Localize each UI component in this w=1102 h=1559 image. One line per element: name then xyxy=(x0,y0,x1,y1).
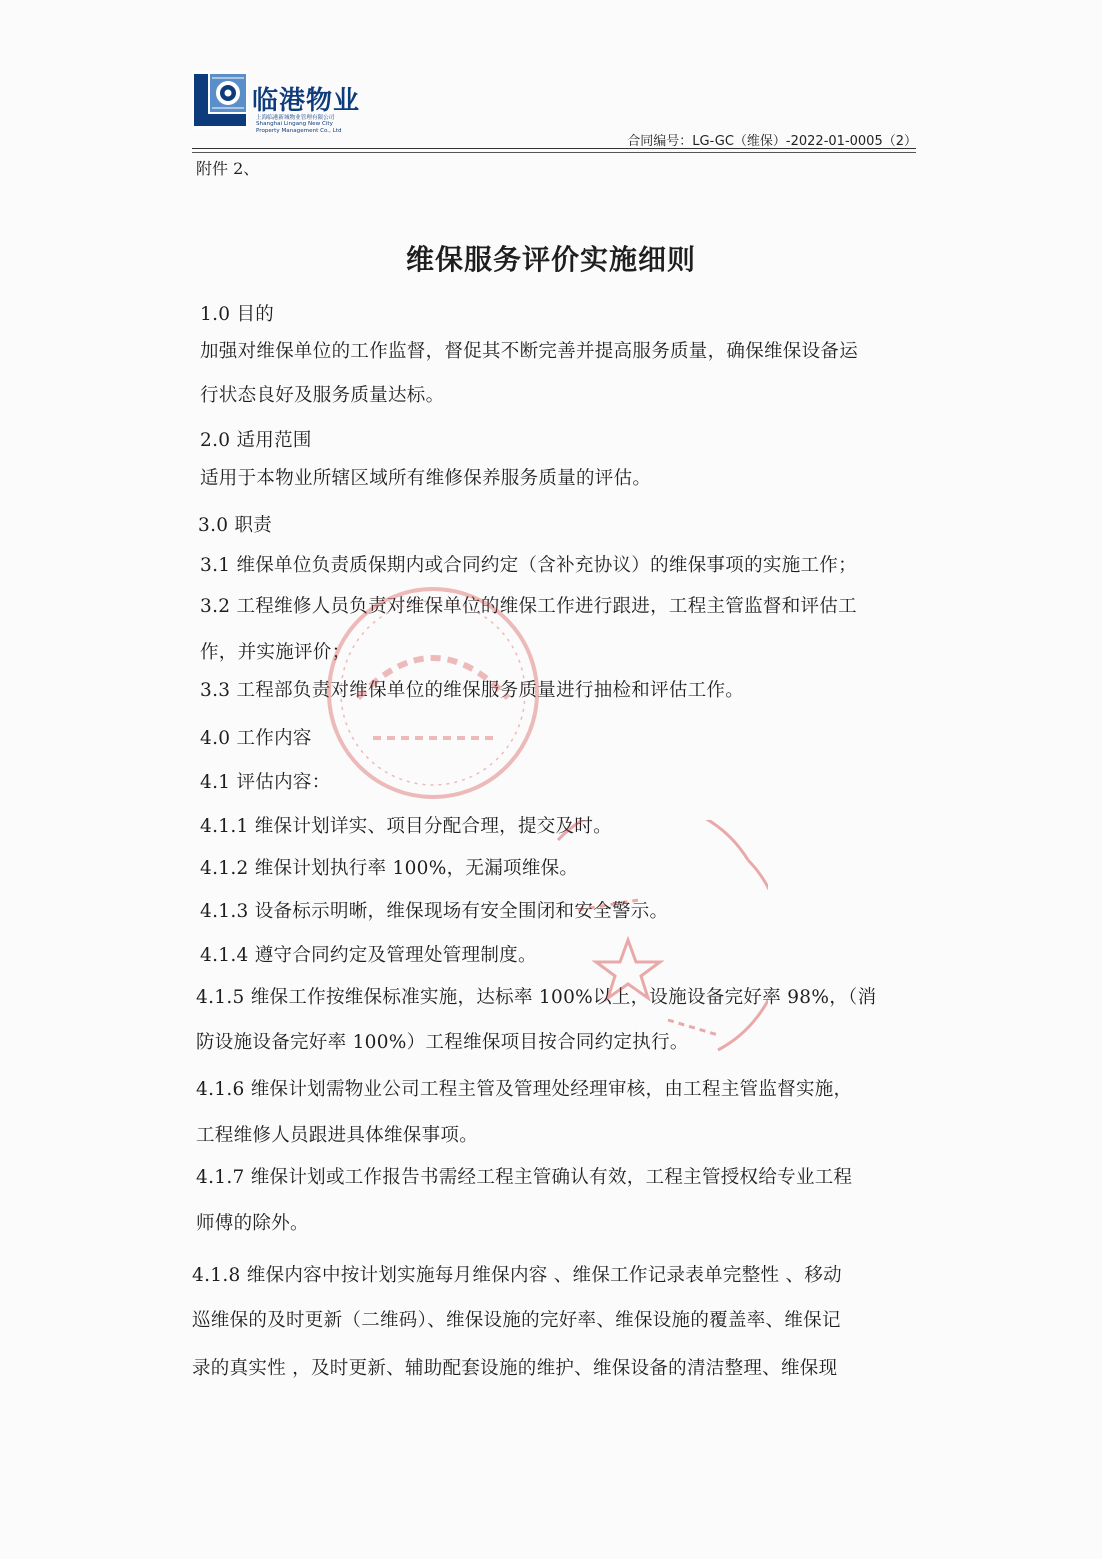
body-line: 3.1 维保单位负责质保期内或合同约定（含补充协议）的维保事项的实施工作； xyxy=(200,555,857,576)
section-heading-work-content: 4.0 工作内容 xyxy=(200,728,312,749)
section-heading-purpose: 1.0 目的 xyxy=(200,304,275,325)
body-line: 4.1.1 维保计划详实、项目分配合理，提交及时。 xyxy=(200,816,612,837)
body-line: 4.1.6 维保计划需物业公司工程主管及管理处经理审核，由工程主管监督实施， xyxy=(196,1079,853,1100)
header-divider xyxy=(192,148,916,149)
company-logo-name: 临港物业 xyxy=(252,86,361,116)
header-divider-thin xyxy=(192,152,916,153)
body-line: 4.1.8 维保内容中按计划实施每月维保内容 、维保工作记录表单完整性 、移动 xyxy=(192,1265,842,1286)
body-line: 3.2 工程维修人员负责对维保单位的维保工作进行跟进，工程主管监督和评估工 xyxy=(200,596,857,617)
body-line: 录的真实性 ，及时更新、辅助配套设施的维护、维保设备的清洁整理、维保现 xyxy=(192,1358,838,1379)
body-line: 加强对维保单位的工作监督，督促其不断完善并提高服务质量，确保维保设备运 xyxy=(200,341,859,362)
contract-number: 合同编号：LG-GC（维保）-2022-01-0005（2） xyxy=(627,134,917,149)
body-line: 4.1.4 遵守合同约定及管理处管理制度。 xyxy=(200,945,537,966)
contract-seal-icon xyxy=(548,820,768,1070)
body-line: 防设施设备完好率 100%）工程维保项目按合同约定执行。 xyxy=(196,1032,689,1053)
body-line: 4.1.5 维保工作按维保标准实施，达标率 100%以上，设施设备完好率 98%，（消 xyxy=(196,987,877,1008)
company-name-en-line1: Shanghai Lingang New City xyxy=(256,121,333,127)
body-line: 4.1.2 维保计划执行率 100%，无漏项维保。 xyxy=(200,858,579,879)
body-line: 师傅的除外。 xyxy=(196,1213,309,1234)
company-logo-icon xyxy=(192,70,248,130)
company-name-cn: 上海临港新城物业管理有限公司 xyxy=(256,115,335,121)
company-name-en-line2: Property Management Co., Ltd xyxy=(256,128,342,134)
body-line: 行状态良好及服务质量达标。 xyxy=(200,385,445,406)
body-line: 3.3 工程部负责对维保单位的维保服务质量进行抽检和评估工作。 xyxy=(200,680,745,701)
body-line: 4.1 评估内容： xyxy=(200,772,331,793)
body-line: 4.1.7 维保计划或工作报告书需经工程主管确认有效，工程主管授权给专业工程 xyxy=(196,1167,853,1188)
company-seal-icon xyxy=(318,578,548,808)
body-line: 工程维修人员跟进具体维保事项。 xyxy=(196,1125,479,1146)
section-heading-duties: 3.0 职责 xyxy=(198,515,273,536)
attachment-label: 附件 2、 xyxy=(196,159,260,178)
body-line: 4.1.3 设备标示明晰，维保现场有安全围闭和安全警示。 xyxy=(200,901,669,922)
body-line: 巡维保的及时更新（二维码）、维保设施的完好率、维保设施的覆盖率、维保记 xyxy=(192,1310,841,1331)
section-heading-scope: 2.0 适用范围 xyxy=(200,430,312,451)
body-line: 适用于本物业所辖区域所有维修保养服务质量的评估。 xyxy=(200,468,652,489)
document-title: 维保服务评价实施细则 xyxy=(405,243,696,276)
body-line: 作，并实施评价； xyxy=(200,642,351,663)
